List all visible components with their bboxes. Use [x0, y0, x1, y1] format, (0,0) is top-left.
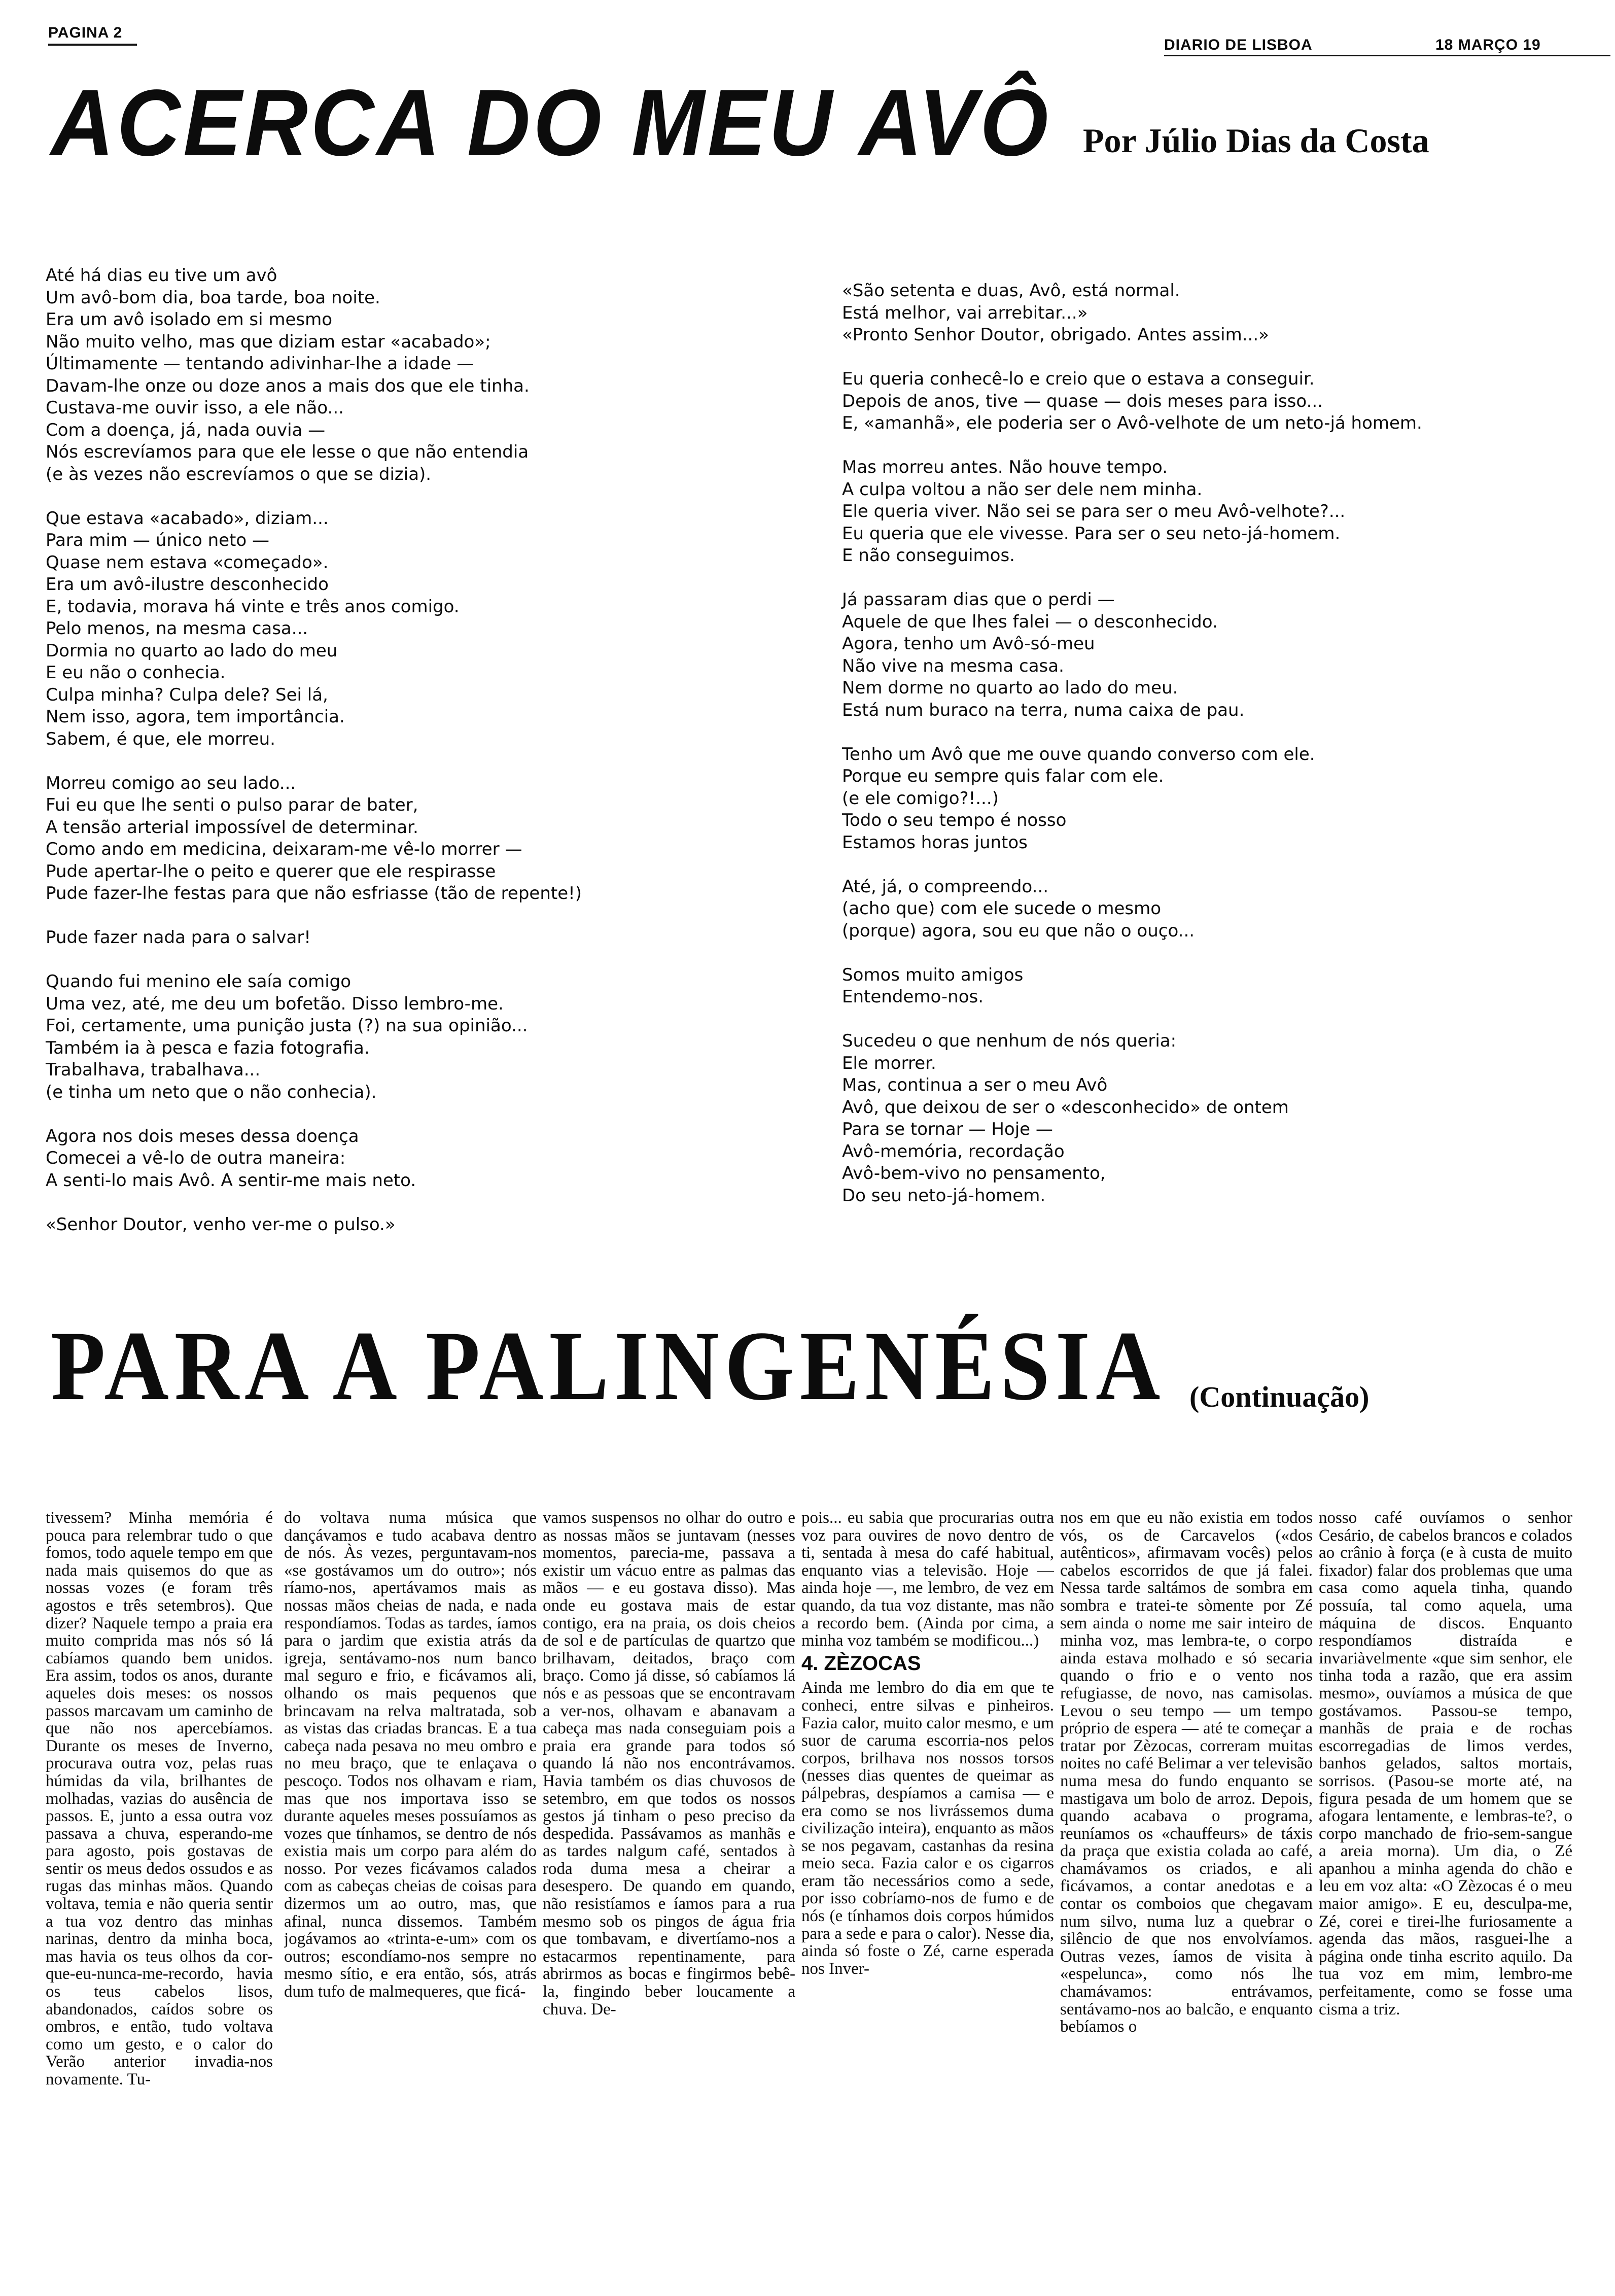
paragraph: nos em que eu não existia em todos vós, os de Carcavelos («dos autênticos», afirmavam vocês) pelos cabelos escorridos de que já falei. Nessa tarde saltámos de sombra em sombra e tratei-te sòmente por Zé sem ainda o nome me sair inteiro de minha voz, mas lembra-te, o corpo ainda estava molhado e só secaria quando o frio e o vento nos refugiasse, de novo, nas camisolas. Levou o seu tempo — um tempo próprio de espera — até te começar a tratar por Zèzocas, correram muitas noites no café Belimar a ver televisão numa mesa do fundo enquanto se mastigava um bolo de arroz. Depois, quando acabava o programa, reuníamos os «chauffeurs» de táxis da praça que existia colada ao café, chamávamos os criados, e ali ficávamos, a contar anedotas e a contar os comboios que chegavam num silvo, numa luz a quebrar o silêncio de que nos envolvíamos. Outras vezes, íamos de visita à «espelunca», como nós lhe chamávamos: entrávamos, sentávamo-nos ao balcão, e enquanto bebíamos o	[1060, 1509, 1313, 2036]
text-column-6	[1319, 1509, 1572, 2270]
header-rule	[1164, 55, 1610, 56]
paragraph: nosso café ouvíamos o senhor Cesário, de cabelos brancos e colados ao crânio à força (e à custa de muito fixador) falar dos problemas que uma casa como aquela tinha, quando possuía, tal como aquela, uma máquina de discos. Enquanto respondíamos distraída e invariàvelmente «que sim senhor, ele tinha toda a razão, que era assim mesmo», ouvíamos a música de que gostávamos. Passou-se tempo, manhãs de praia e de rochas escorregadias de limos verdes, banhos gelados, saltos mortais, sorrisos. (Pasou-se morte até, na figura pesada de um homem que se afogara lentamente, e lembras-te?, o corpo manchado de frio-sem-sangue a areia morna). Um dia, o Zé apanhou a minha agenda do chão e leu em voz alta: «O Zèzocas é o meu maior amigo». E eu, desculpa-me, Zé, corei e tirei-lhe furiosamente a agenda das mãos, rasguei-lhe a página onde tinha escrito aquilo. Da tua voz em mim, lembro-me perfeitamente, como se fosse uma cisma a triz.	[1319, 1509, 1572, 2019]
issue-date: 18 MARÇO 19	[1435, 37, 1541, 53]
article-title-palingenesia: PARA A PALINGENÉSIA	[51, 1311, 1166, 1421]
text-column-2	[284, 1509, 537, 2270]
text-column-4	[801, 1509, 1054, 2270]
text-column-1	[46, 1509, 273, 2270]
page-label-underline	[48, 44, 137, 46]
section-subhead: 4. ZÈZOCAS	[801, 1652, 921, 1675]
paragraph: tivessem? Minha memória é pouca para relembrar tudo o que fomos, todo aquele tempo em que nada mais quisemos do que as nossas vozes (e foram três agostos e três setembros). Que dizer? Naquele tempo a praia era muito comprida mas nós só lá cabíamos quando bem unidos. Era assim, todos os anos, durante aqueles dois meses: os nossos passos marcavam um caminho de que não nos apercebíamos. Durante os meses de Inverno, procurava outra voz, pelas ruas húmidas da vila, brilhantes de molhadas, vazias do ausência de passos. E, junto a essa outra voz passava a chuva, esperando-me para agosto, pois gostavas de sentir os meus dedos ossudos e as rugas das minhas mãos. Quando voltava, temia e não queria sentir a tua voz dentro das minhas narinas, dentro da minha boca, mas havia os teus olhos da cor-que-eu-nunca-me-recordo, havia os teus cabelos lisos, abandonados, caídos sobre os ombros, e então, tudo voltava como um gesto, e o calor do Verão anterior invadia-nos novamente. Tu-	[46, 1509, 273, 2089]
text-column-5	[1060, 1509, 1313, 2270]
page-label: PAGINA 2	[48, 24, 123, 41]
article-byline: Por Júlio Dias da Costa	[1083, 121, 1429, 160]
continuation-label: (Continuação)	[1189, 1380, 1370, 1413]
paragraph: pois... eu sabia que procurarias outra voz para ouvires de novo dentro de ti, sentada à mesa do café habitual, enquanto vias a televisão. Hoje — ainda hoje —, me lembro, de vez em quando, da tua voz distante, mas não a recordo bem. (Ainda por cima, a minha voz também se modificou...)	[801, 1509, 1054, 1650]
poem-right-column: «São setenta e duas, Avô, está normal. Está melhor, vai arrebitar...» «Pronto Senhor Doutor, obrigado. Antes assim...» Eu queria conhecê-lo e creio que o estava a conseguir. Depois de anos, tive — quase — dois meses para isso... E, «amanhã», ele poderia ser o Avô-velhote de um neto-já homem. Mas morreu antes. Não houve tempo. A culpa voltou a não ser dele nem minha. Ele queria viver. Não sei se para ser o meu Avô-velhote?... Eu queria que ele vivesse. Para ser o seu neto-já-homem. E não conseguimos. Já passaram dias que o perdi — Aquele de que lhes falei — o desconhecido. Agora, tenho um Avô-só-meu Não vive na mesma casa. Nem dorme no quarto ao lado do meu. Está num buraco na terra, numa caixa de pau. Tenho um Avô que me ouve quando converso com ele. Porque eu sempre quis falar com ele. (e ele comigo?!...) Todo o seu tempo é nosso Estamos horas juntos Até, já, o compreendo... (acho que) com ele sucede o mesmo (porque) agora, sou eu que não o ouço... Somos muito amigos Entendemo-nos. Sucedeu o que nenhum de nós queria: Ele morrer. Mas, continua a ser o meu Avô Avô, que deixou de ser o «desconhecido» de ontem Para se tornar — Hoje — Avô-memória, recordação Avô-bem-vivo no pensamento, Do seu neto-já-homem.	[842, 281, 1422, 1206]
poem-left-column: Até há dias eu tive um avô Um avô-bom dia, boa tarde, boa noite. Era um avô isolado em si mesmo Não muito velho, mas que diziam estar «acabado»; Últimamente — tentando adivinhar-lhe a idade — Davam-lhe onze ou doze anos a mais dos que ele tinha. Custava-me ouvir isso, a ele não... Com a doença, já, nada ouvia — Nós escrevíamos para que ele lesse o que não entendia (e às vezes não escrevíamos o que se dizia). Que estava «acabado», diziam... Para mim — único neto — Quase nem estava «começado». Era um avô-ilustre desconhecido E, todavia, morava há vinte e três anos comigo. Pelo menos, na mesma casa... Dormia no quarto ao lado do meu E eu não o conhecia. Culpa minha? Culpa dele? Sei lá, Nem isso, agora, tem importância. Sabem, é que, ele morreu. Morreu comigo ao seu lado... Fui eu que lhe senti o pulso parar de bater, A tensão arterial impossível de determinar. Como ando em medicina, deixaram-me vê-lo morrer — Pude apertar-lhe o peito e querer que ele respirasse Pude fazer-lhe festas para que não esfriasse (tão de repente!) Pude fazer nada para o salvar! Quando fui menino ele saía comigo Uma vez, até, me deu um bofetão. Disso lembro-me. Foi, certamente, uma punição justa (?) na sua opinião... Também ia à pesca e fazia fotografia. Trabalhava, trabalhava... (e tinha um neto que o não conhecia). Agora nos dois meses dessa doença Comecei a vê-lo de outra maneira: A senti-lo mais Avô. A sentir-me mais neto. «Senhor Doutor, venho ver-me o pulso.»	[46, 265, 582, 1235]
article-title-acerca: ACERCA DO MEU AVÔ	[51, 71, 1051, 176]
paragraph: vamos suspensos no olhar do outro e as nossas mãos se juntavam (nesses momentos, parecia-me, passava a existir um vácuo entre as palmas das mãos — e eu gostava disso). Mas onde eu gostava mais de estar contigo, era na praia, os dois cheios de sol e de partículas de quartzo que brilhavam, deitados, braço com braço. Como já disse, só cabíamos lá nós e as pessoas que se encontravam a ver-nos, olhavam e abanavam a cabeça mas nada conseguiam pois a praia era grande para todos só quando lá não nos encontrávamos. Havia também os dias chuvosos de setembro, em que todos os nossos gestos já tinham o peso preciso da despedida. Passávamos as manhãs e as tardes nalgum café, sentados à roda duma mesa a cheirar a desespero. De quando em quando, não resistíamos e íamos para a rua mesmo sob os pingos de água fria que tombavam, e divertíamo-nos a estacarmos repentinamente, para abrirmos as bocas e fingirmos bebê-la, fingindo beber loucamente a chuva. De-	[543, 1509, 795, 2019]
newspaper-name: DIARIO DE LISBOA	[1164, 37, 1313, 53]
paragraph: do voltava numa música que dançávamos e tudo acabava dentro de nós. Às vezes, perguntavam-nos «se gostávamos um do outro»; nós ríamo-nos, apertávamos mais as nossas mãos cheias de nada, e nada respondíamos. Todas as tardes, íamos para o jardim que existia atrás da igreja, sentávamo-nos num banco mal seguro e frio, e ficávamos ali, olhando os mais pequenos que brincavam na relva maltratada, sob as vistas das criadas brancas. E a tua cabeça nada pesava no meu ombro e no meu braço, que te enlaçava o pescoço. Todos nos olhavam e riam, mas que nos importava isso se durante aqueles meses possuíamos as vozes que tínhamos, se dentro de nós existia mais um corpo para além do nosso. Por vezes ficávamos calados com as cabeças cheias de coisas para dizermos um ao outro, mas, que afinal, nunca dissemos. Também jogávamos ao «trinta-e-um» com os outros; escondíamo-nos sempre no mesmo sítio, e era então, sós, atrás dum tufo de malmequeres, que ficá-	[284, 1509, 537, 2001]
text-column-3	[543, 1509, 795, 2270]
paragraph: Ainda me lembro do dia em que te conheci, entre silvas e pinheiros. Fazia calor, muito calor mesmo, e um suor de caruma escorria-nos pelos corpos, brilhava nos nossos torsos (nesses dias quentes de queimar as pálpebras, despíamos a camisa — e era como se nos livrássemos duma civilização inteira), enquanto as mãos se nos pegavam, castanhas da resina meio seca. Fazia calor e os cigarros eram tão necessários como a sede, por isso cobríamo-nos de fumo e de nós (e tínhamos dois corpos húmidos para a sede e para o calor). Nesse dia, ainda só foste o Zé, carne esperada nos Inver-	[801, 1679, 1054, 1978]
